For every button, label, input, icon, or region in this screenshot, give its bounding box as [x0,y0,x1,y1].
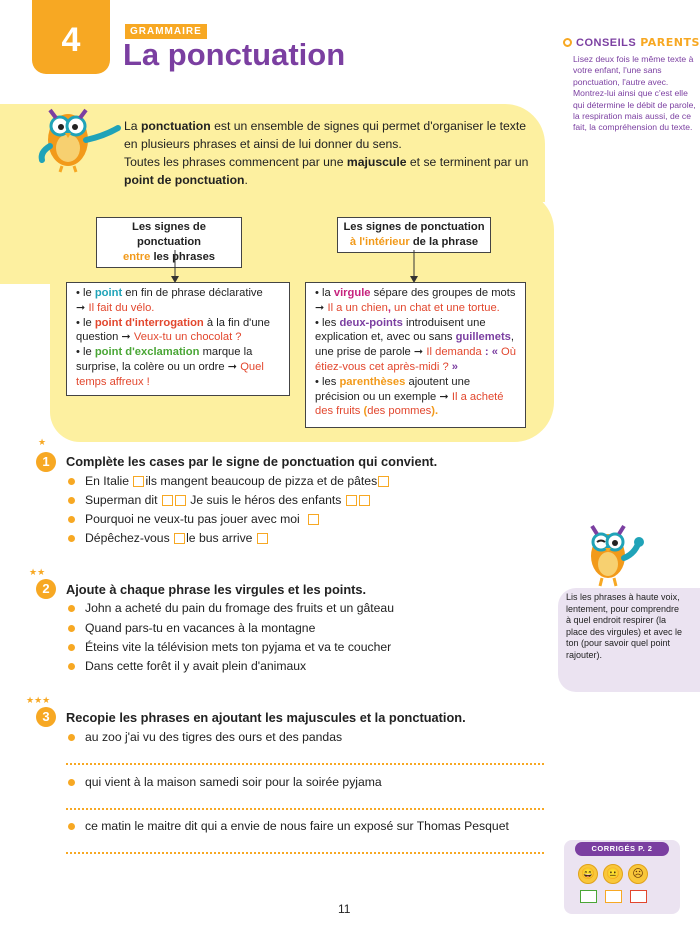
bullet-icon [68,663,75,670]
bullet-icon [68,734,75,741]
intro-text: La ponctuation est un ensemble de signes qui permet d'organiser le texte en plusieurs phrases et ainsi de lui donner du sens. Toutes les phrases commencent par une majuscule et se terminent par un point de ponctuation. [124,119,529,187]
answer-line[interactable] [66,808,544,810]
exercise-item: John a acheté du pain du fromage des fruits et un gâteau [68,601,394,615]
chapter-number: 4 [32,0,110,74]
exercise-number: 3 [36,707,56,727]
corriges-label: CORRIGÉS P. 2 [575,842,669,856]
neutral-checkbox[interactable] [605,890,622,903]
exercise-item: En Italie ils mangent beaucoup de pizza et de pâtes [68,474,390,488]
exercise-item: Pourquoi ne veux-tu pas jouer avec moi [68,512,320,526]
exercise-title: Ajoute à chaque phrase les virgules et les points. [66,582,367,597]
bullet-icon [68,779,75,786]
neutral-face-icon: 😐 [603,864,623,884]
star-icon: ★★ [29,567,46,577]
answer-box[interactable] [133,476,144,487]
sad-checkbox[interactable] [630,890,647,903]
exercise-number: 2 [36,579,56,599]
answer-box[interactable] [162,495,173,506]
answer-box[interactable] [308,514,319,525]
page-number: 11 [338,902,351,916]
exercise-item: Éteins vite la télévision mets ton pyjama et va te coucher [68,640,391,654]
answer-box[interactable] [174,533,185,544]
bullet-icon [68,605,75,612]
exercise-item: Dépêchez-vous le bus arrive [68,531,269,545]
category-label: GRAMMAIRE [125,24,207,39]
exercise-item: Dans cette forêt il y avait plein d'animaux [68,659,306,673]
answer-box[interactable] [257,533,268,544]
sad-face-icon: ☹ [628,864,648,884]
bullet-icon [68,497,75,504]
bullet-icon [68,644,75,651]
star-icon: ★ [38,437,47,447]
exercise-item: au zoo j'ai vu des tigres des ours et des pandas [68,730,342,744]
tip-text: Lis les phrases à haute voix, lentement, pour comprendre à quel endroit respirer (la place des virgules) et avec le ton (pour savoir quel point rajouter). [566,592,683,660]
answer-box[interactable] [378,476,389,487]
conseils-parents-header [563,36,700,49]
exercise-number: 1 [36,452,56,472]
parents-label: PARENTS [640,36,700,49]
answer-line[interactable] [66,763,544,765]
answer-box[interactable] [346,495,357,506]
exercise-item: qui vient à la maison samedi soir pour la soirée pyjama [68,775,382,789]
bullet-icon [68,535,75,542]
exercise-title: Recopie les phrases en ajoutant les majuscules et la ponctuation. [66,710,466,725]
answer-box[interactable] [175,495,186,506]
exercise-title: Complète les cases par le signe de ponctuation qui convient. [66,454,438,469]
exercise-item: Quand pars-tu en vacances à la montagne [68,621,315,635]
diagram-right-header: Les signes de ponctuation à l'intérieur de la phrase [337,217,491,253]
exercise-item: ce matin le maitre dit qui a envie de nous faire un exposé sur Thomas Pesquet [68,819,509,833]
answer-box[interactable] [359,495,370,506]
diagram-right-list: • la virgule sépare des groupes de mots ➞ Il a un chien, un chat et une tortue. • les deux-points introduisent une explication et, avec ou sans guillemets, une prise de parole ➞ Il demanda : « Où étiez-vous cet après-midi ? » • les parenthèses ajoutent une précision ou un exemple ➞ Il a acheté des fruits (des pommes). [305,282,526,428]
diagram-left-header: Les signes de ponctuation entre les phrases [96,217,242,268]
happy-face-icon: 😄 [578,864,598,884]
circle-bullet-icon [563,38,572,47]
owl-mascot-icon [32,96,122,174]
bullet-icon [68,823,75,830]
diagram-left-list: • le point en fin de phrase déclarative ➞ Il fait du vélo. • le point d'interrogation à la fin d'une question ➞ Veux-tu un chocolat ? • le point d'exclamation marque la surprise, la colère ou un ordre ➞ Quel temps affreux ! [66,282,290,396]
happy-checkbox[interactable] [580,890,597,903]
arrow-down-icon [160,250,190,286]
conseils-text: Lisez deux fois le même texte à votre enfant, l'une sans ponctuation, l'autre avec. Montrez-lui ainsi que c'est elle qui détermine le débit de parole, la respiration mais aussi, de ce fait, la compréhension du texte. [573,54,696,133]
bullet-icon [68,516,75,523]
arrow-down-icon [399,250,429,286]
page-title: La ponctuation [123,37,346,72]
exercise-item: Superman dit Je suis le héros des enfants [68,493,371,507]
answer-line[interactable] [66,852,544,854]
bullet-icon [68,478,75,485]
owl-mascot-icon [578,514,648,594]
star-icon: ★★★ [26,695,51,705]
conseils-label: CONSEILS [576,36,637,49]
bullet-icon [68,625,75,632]
